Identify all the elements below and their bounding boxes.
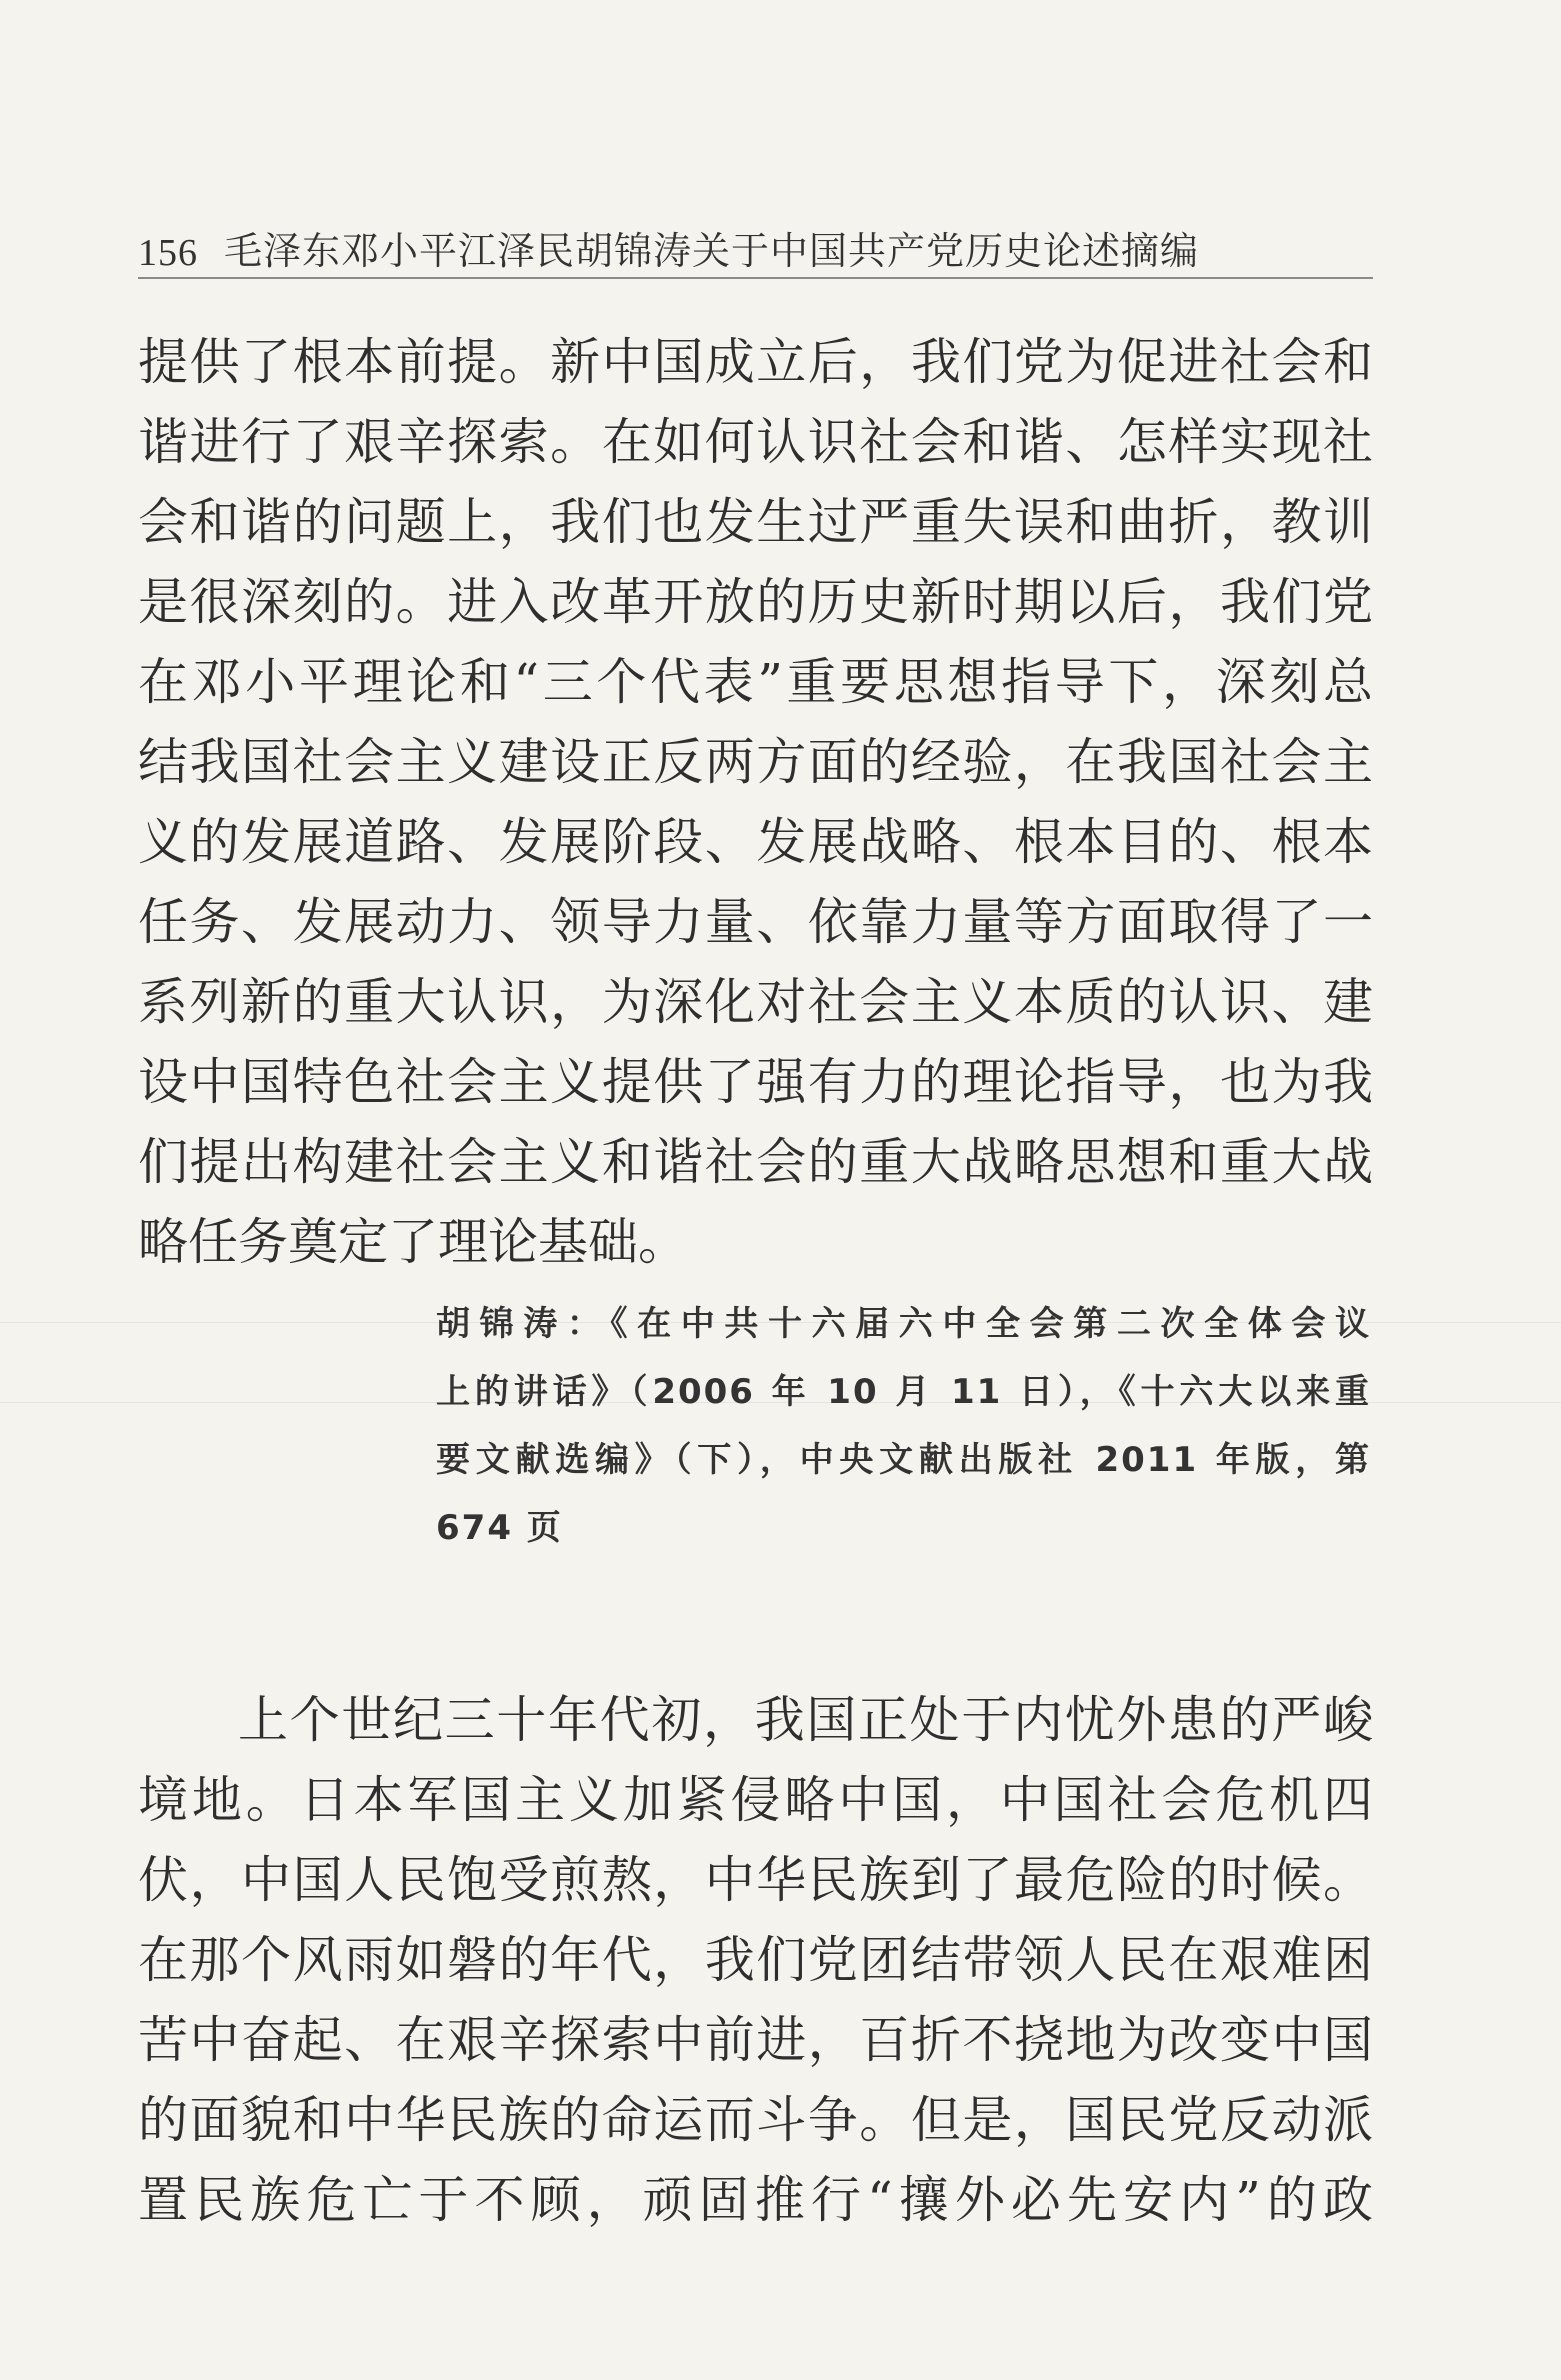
text-line: 结我国社会主义建设正反两方面的经验，在我国社会主 — [138, 733, 1373, 791]
text-line: 伏，中国人民饱受煎熬，中华民族到了最危险的时候。 — [138, 1851, 1373, 1909]
text-line: 略任务奠定了理论基础。 — [138, 1213, 688, 1271]
book-title: 毛泽东邓小平江泽民胡锦涛关于中国共产党历史论述摘编 — [224, 229, 1200, 273]
text-line: 设中国特色社会主义提供了强有力的理论指导，也为我 — [138, 1053, 1373, 1111]
text-line: 提供了根本前提。新中国成立后，我们党为促进社会和 — [138, 333, 1373, 391]
text-line: 在那个风雨如磐的年代，我们党团结带领人民在艰难困 — [138, 1931, 1373, 1989]
citation-line: 胡锦涛：《在中共十六届六中全会第二次全体会议 — [436, 1304, 1371, 1344]
paragraph-2 — [138, 1680, 1373, 2240]
text-line: 们提出构建社会主义和谐社会的重大战略思想和重大战 — [138, 1133, 1373, 1191]
text-line: 义的发展道路、发展阶段、发展战略、根本目的、根本 — [138, 813, 1373, 871]
text-line: 会和谐的问题上，我们也发生过严重失误和曲折，教训 — [138, 493, 1373, 551]
text-line: 谐进行了艰辛探索。在如何认识社会和谐、怎样实现社 — [138, 413, 1373, 471]
citation-line: 674 页 — [436, 1508, 563, 1548]
text-line: 上个世纪三十年代初，我国正处于内忧外患的严峻 — [238, 1691, 1373, 1749]
text-line: 是很深刻的。进入改革开放的历史新时期以后，我们党 — [138, 573, 1373, 631]
text-line: 系列新的重大认识，为深化对社会主义本质的认识、建 — [138, 973, 1373, 1031]
paragraph-1 — [138, 322, 1373, 1282]
citation-block — [436, 1290, 1371, 1562]
text-line: 在邓小平理论和“三个代表”重要思想指导下，深刻总 — [138, 653, 1373, 711]
text-line: 置民族危亡于不顾，顽固推行“攘外必先安内”的政 — [138, 2171, 1373, 2229]
page-number: 156 — [138, 232, 198, 274]
text-line: 境地。日本军国主义加紧侵略中国，中国社会危机四 — [138, 1771, 1373, 1829]
text-line: 的面貌和中华民族的命运而斗争。但是，国民党反动派 — [138, 2091, 1373, 2149]
header-rule — [138, 277, 1373, 279]
text-line: 任务、发展动力、领导力量、依靠力量等方面取得了一 — [138, 893, 1373, 951]
running-header — [138, 205, 1370, 275]
citation-line: 要文献选编》（下），中央文献出版社 2011 年版，第 — [436, 1440, 1371, 1480]
citation-line: 上的讲话》（2006 年 10 月 11 日），《十六大以来重 — [436, 1372, 1371, 1412]
text-line: 苦中奋起、在艰辛探索中前进，百折不挠地为改变中国 — [138, 2011, 1373, 2069]
